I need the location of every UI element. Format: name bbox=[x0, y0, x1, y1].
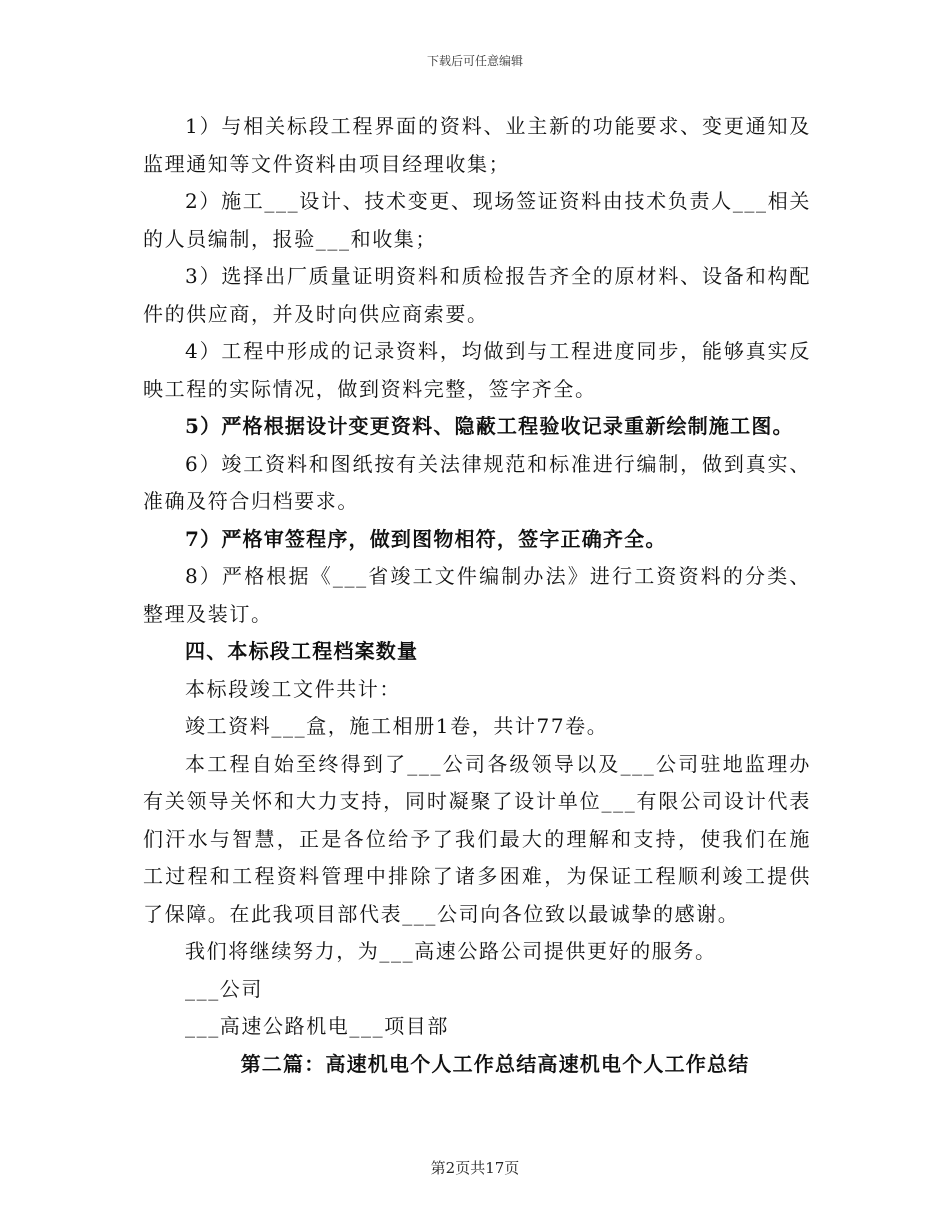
paragraph-1: 1）与相关标段工程界面的资料、业主新的功能要求、变更通知及监理通知等文件资料由项目经理收集； bbox=[143, 114, 811, 176]
paragraph-commitment: 我们将继续努力，为___高速公路公司提供更好的服务。 bbox=[185, 939, 717, 963]
signature-company: ___公司 bbox=[185, 976, 263, 1001]
paragraph-archive-total: 本标段竣工文件共计： bbox=[185, 676, 401, 701]
paragraph-4: 4）工程中形成的记录资料，均做到与工程进度同步，能够真实反映工程的实际情况，做到资料完整，签字齐全。 bbox=[143, 339, 811, 401]
paragraph-3: 3）选择出厂质量证明资料和质检报告齐全的原材料、设备和构配件的供应商，并及时向供应商索要。 bbox=[143, 264, 811, 326]
paragraph-5: 5）严格根据设计变更资料、隐蔽工程验收记录重新绘制施工图。 bbox=[185, 414, 794, 438]
page-footer: 第2页共17页 bbox=[430, 1159, 520, 1177]
paragraph-7: 7）严格审签程序，做到图物相符，签字正确齐全。 bbox=[185, 526, 667, 551]
paragraph-acknowledgement: 本工程自始至终得到了___公司各级领导以及___公司驻地监理办有关领导关怀和大力支持，同时凝聚了设计单位___有限公司设计代表们汗水与智慧，正是各位给予了我们最大的理解和支持，使我们在施工过程和工程资料管理中排除了诸多困难，为保证工程顺利竣工提供了保障。在此我项目部代表___公司向各位致以最诚挚的感谢。 bbox=[143, 751, 811, 926]
paragraph-8: 8）严格根据《___省竣工文件编制办法》进行工资资料的分类、整理及装订。 bbox=[143, 564, 811, 626]
section-title-archive-count: 四、本标段工程档案数量 bbox=[185, 639, 419, 663]
signature-project-dept: ___高速公路机电___项目部 bbox=[185, 1014, 449, 1038]
paragraph-2: 2）施工___设计、技术变更、现场签证资料由技术负责人___相关的人员编制，报验___和收集； bbox=[143, 189, 811, 251]
paragraph-6: 6）竣工资料和图纸按有关法律规范和标准进行编制，做到真实、准确及符合归档要求。 bbox=[143, 451, 811, 513]
page-header: 下载后可任意编辑 bbox=[426, 54, 523, 68]
paragraph-archive-detail: 竣工资料___盒，施工相册1卷，共计77卷。 bbox=[185, 714, 609, 738]
document-body bbox=[143, 108, 811, 1083]
section-heading-part-two: 第二篇：高速机电个人工作总结高速机电个人工作总结 bbox=[240, 1051, 750, 1076]
